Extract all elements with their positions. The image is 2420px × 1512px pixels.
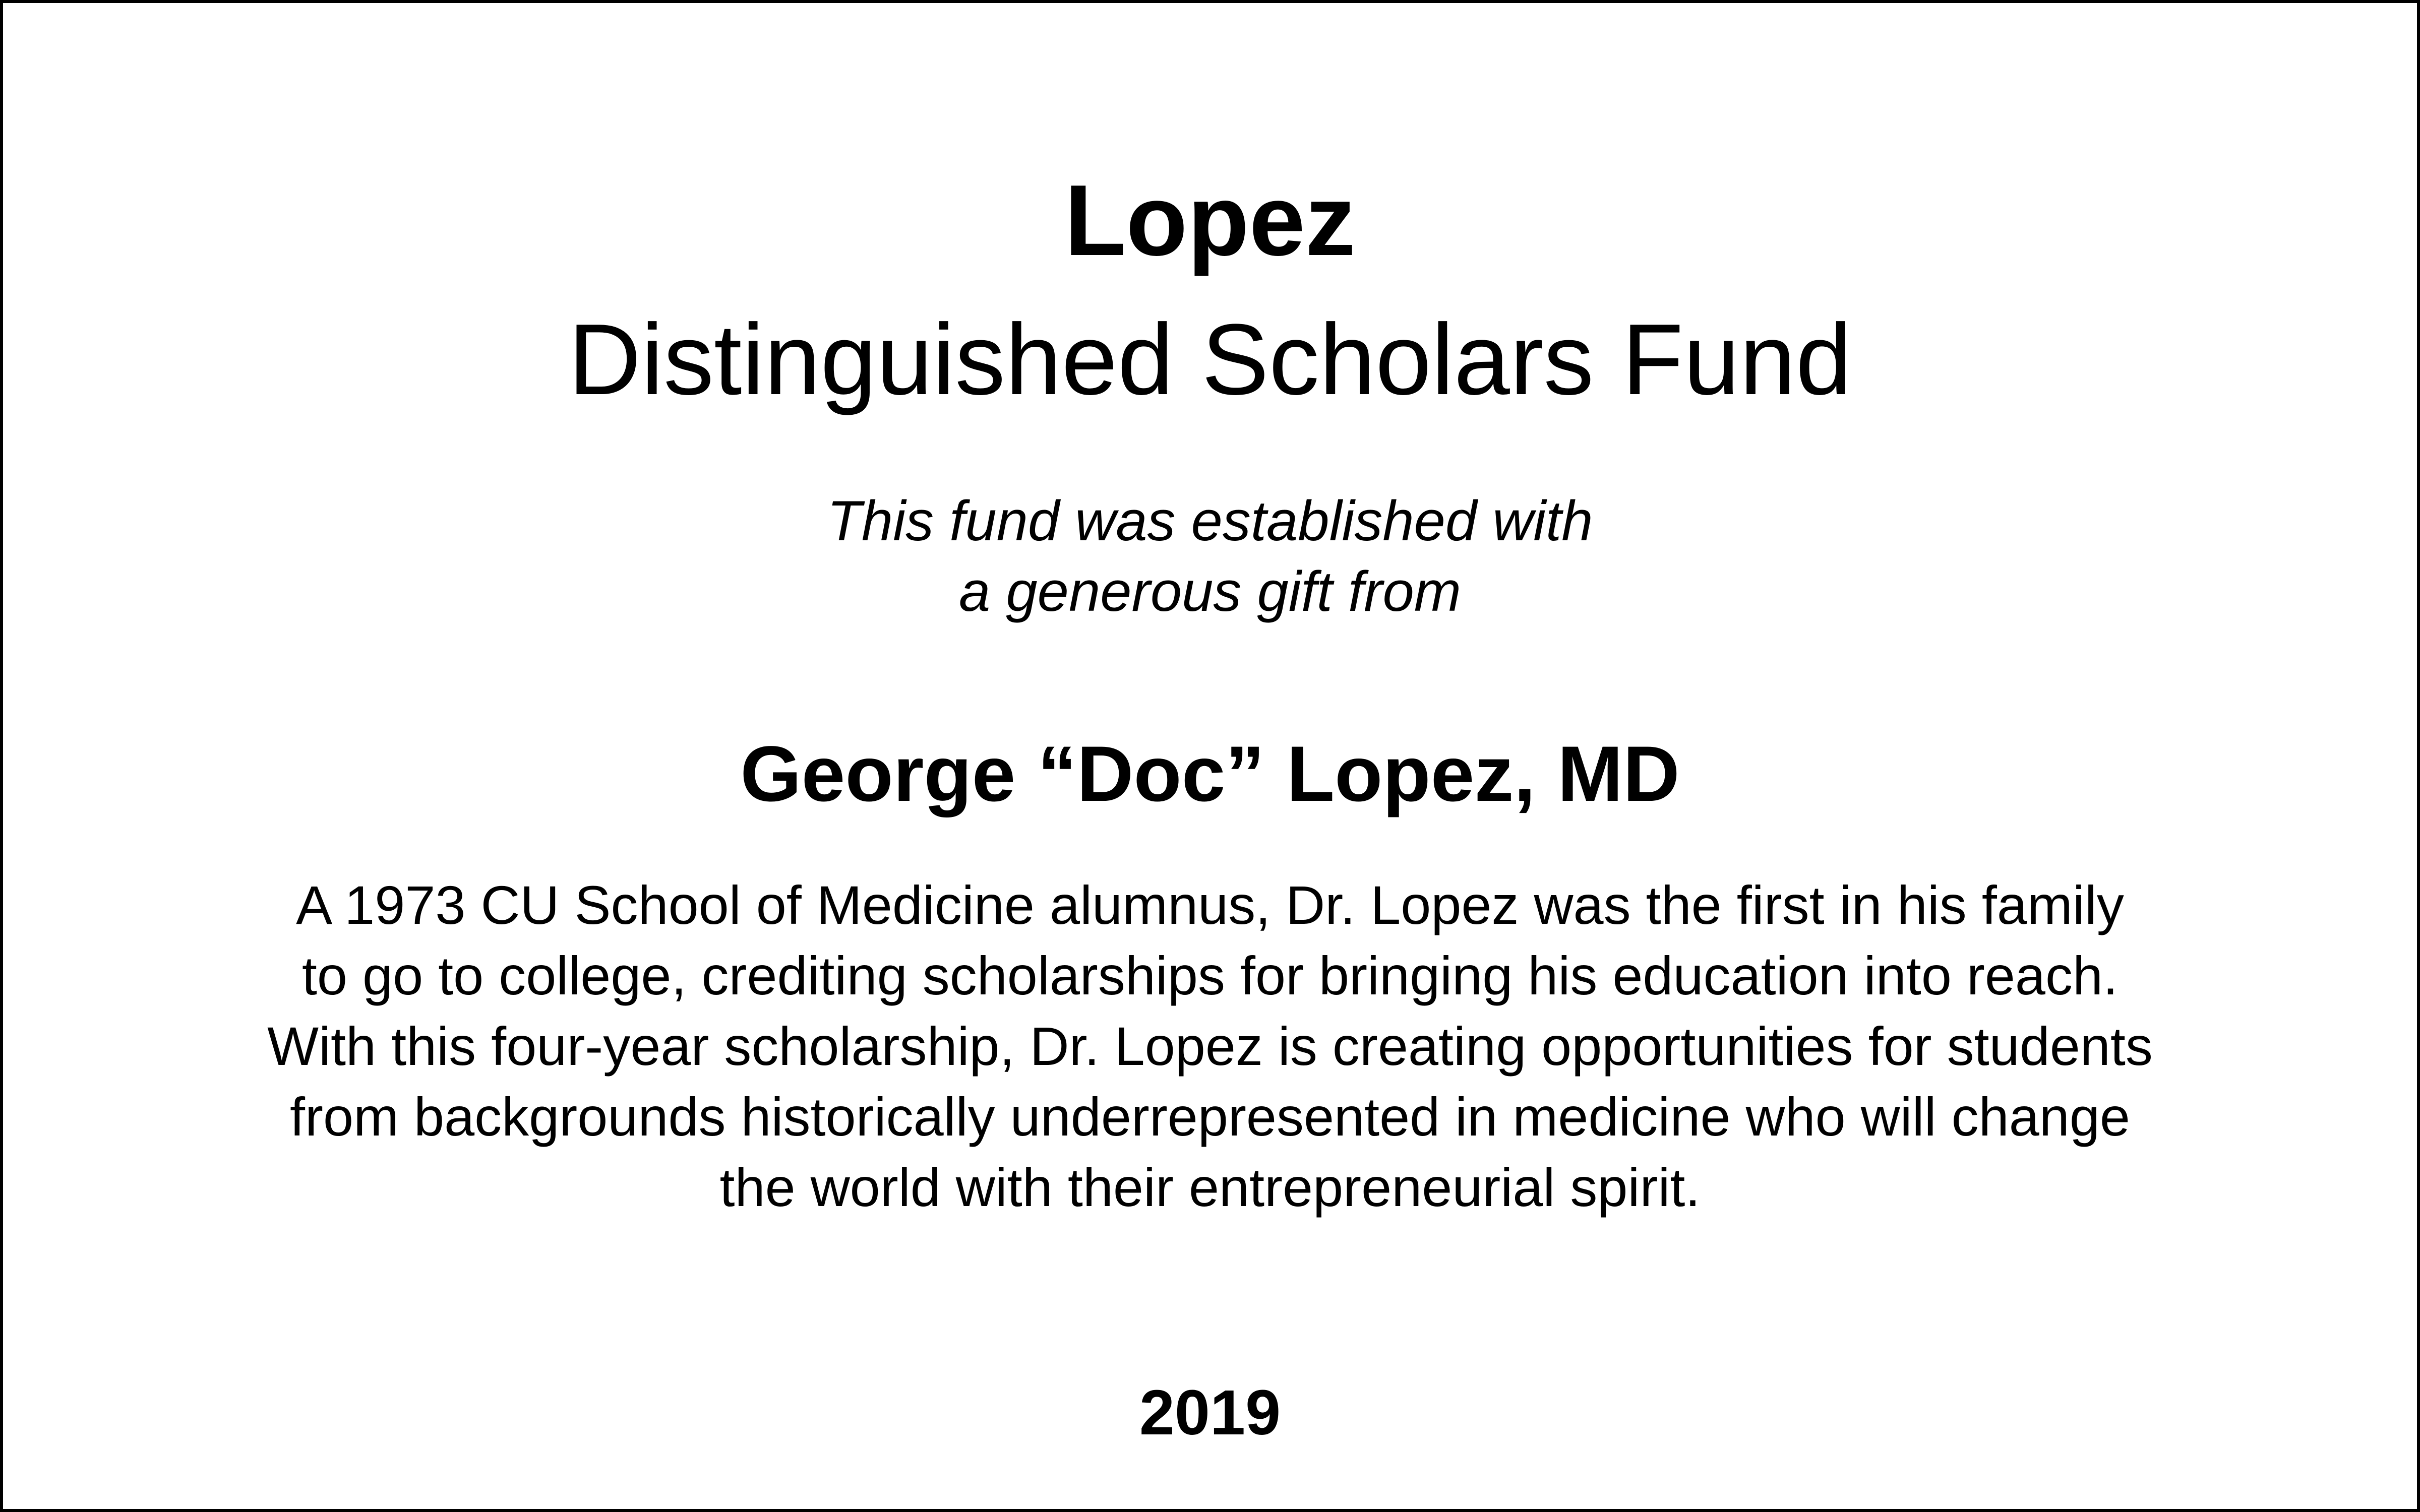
description-line: from backgrounds historically underrepresented in medicine who will change [290,1086,2130,1147]
intro-line-2: a generous gift from [958,560,1462,623]
description-line: to go to college, crediting scholarships for bringing his education into reach. [301,945,2119,1006]
intro-line-1: This fund was established with [827,489,1593,552]
dedication-year: 2019 [1139,1377,1281,1448]
description-line: With this four-year scholarship, Dr. Lopez is creating opportunities for students [267,1016,2153,1077]
fund-title-name: Lopez [1064,164,1356,277]
description-line: the world with their entrepreneurial spirit. [719,1157,1701,1218]
description-line: A 1973 CU School of Medicine alumnus, Dr. Lopez was the first in his family [296,874,2124,935]
fund-title-description: Distinguished Scholars Fund [568,303,1852,416]
donor-name: George “Doc” Lopez, MD [740,730,1680,818]
